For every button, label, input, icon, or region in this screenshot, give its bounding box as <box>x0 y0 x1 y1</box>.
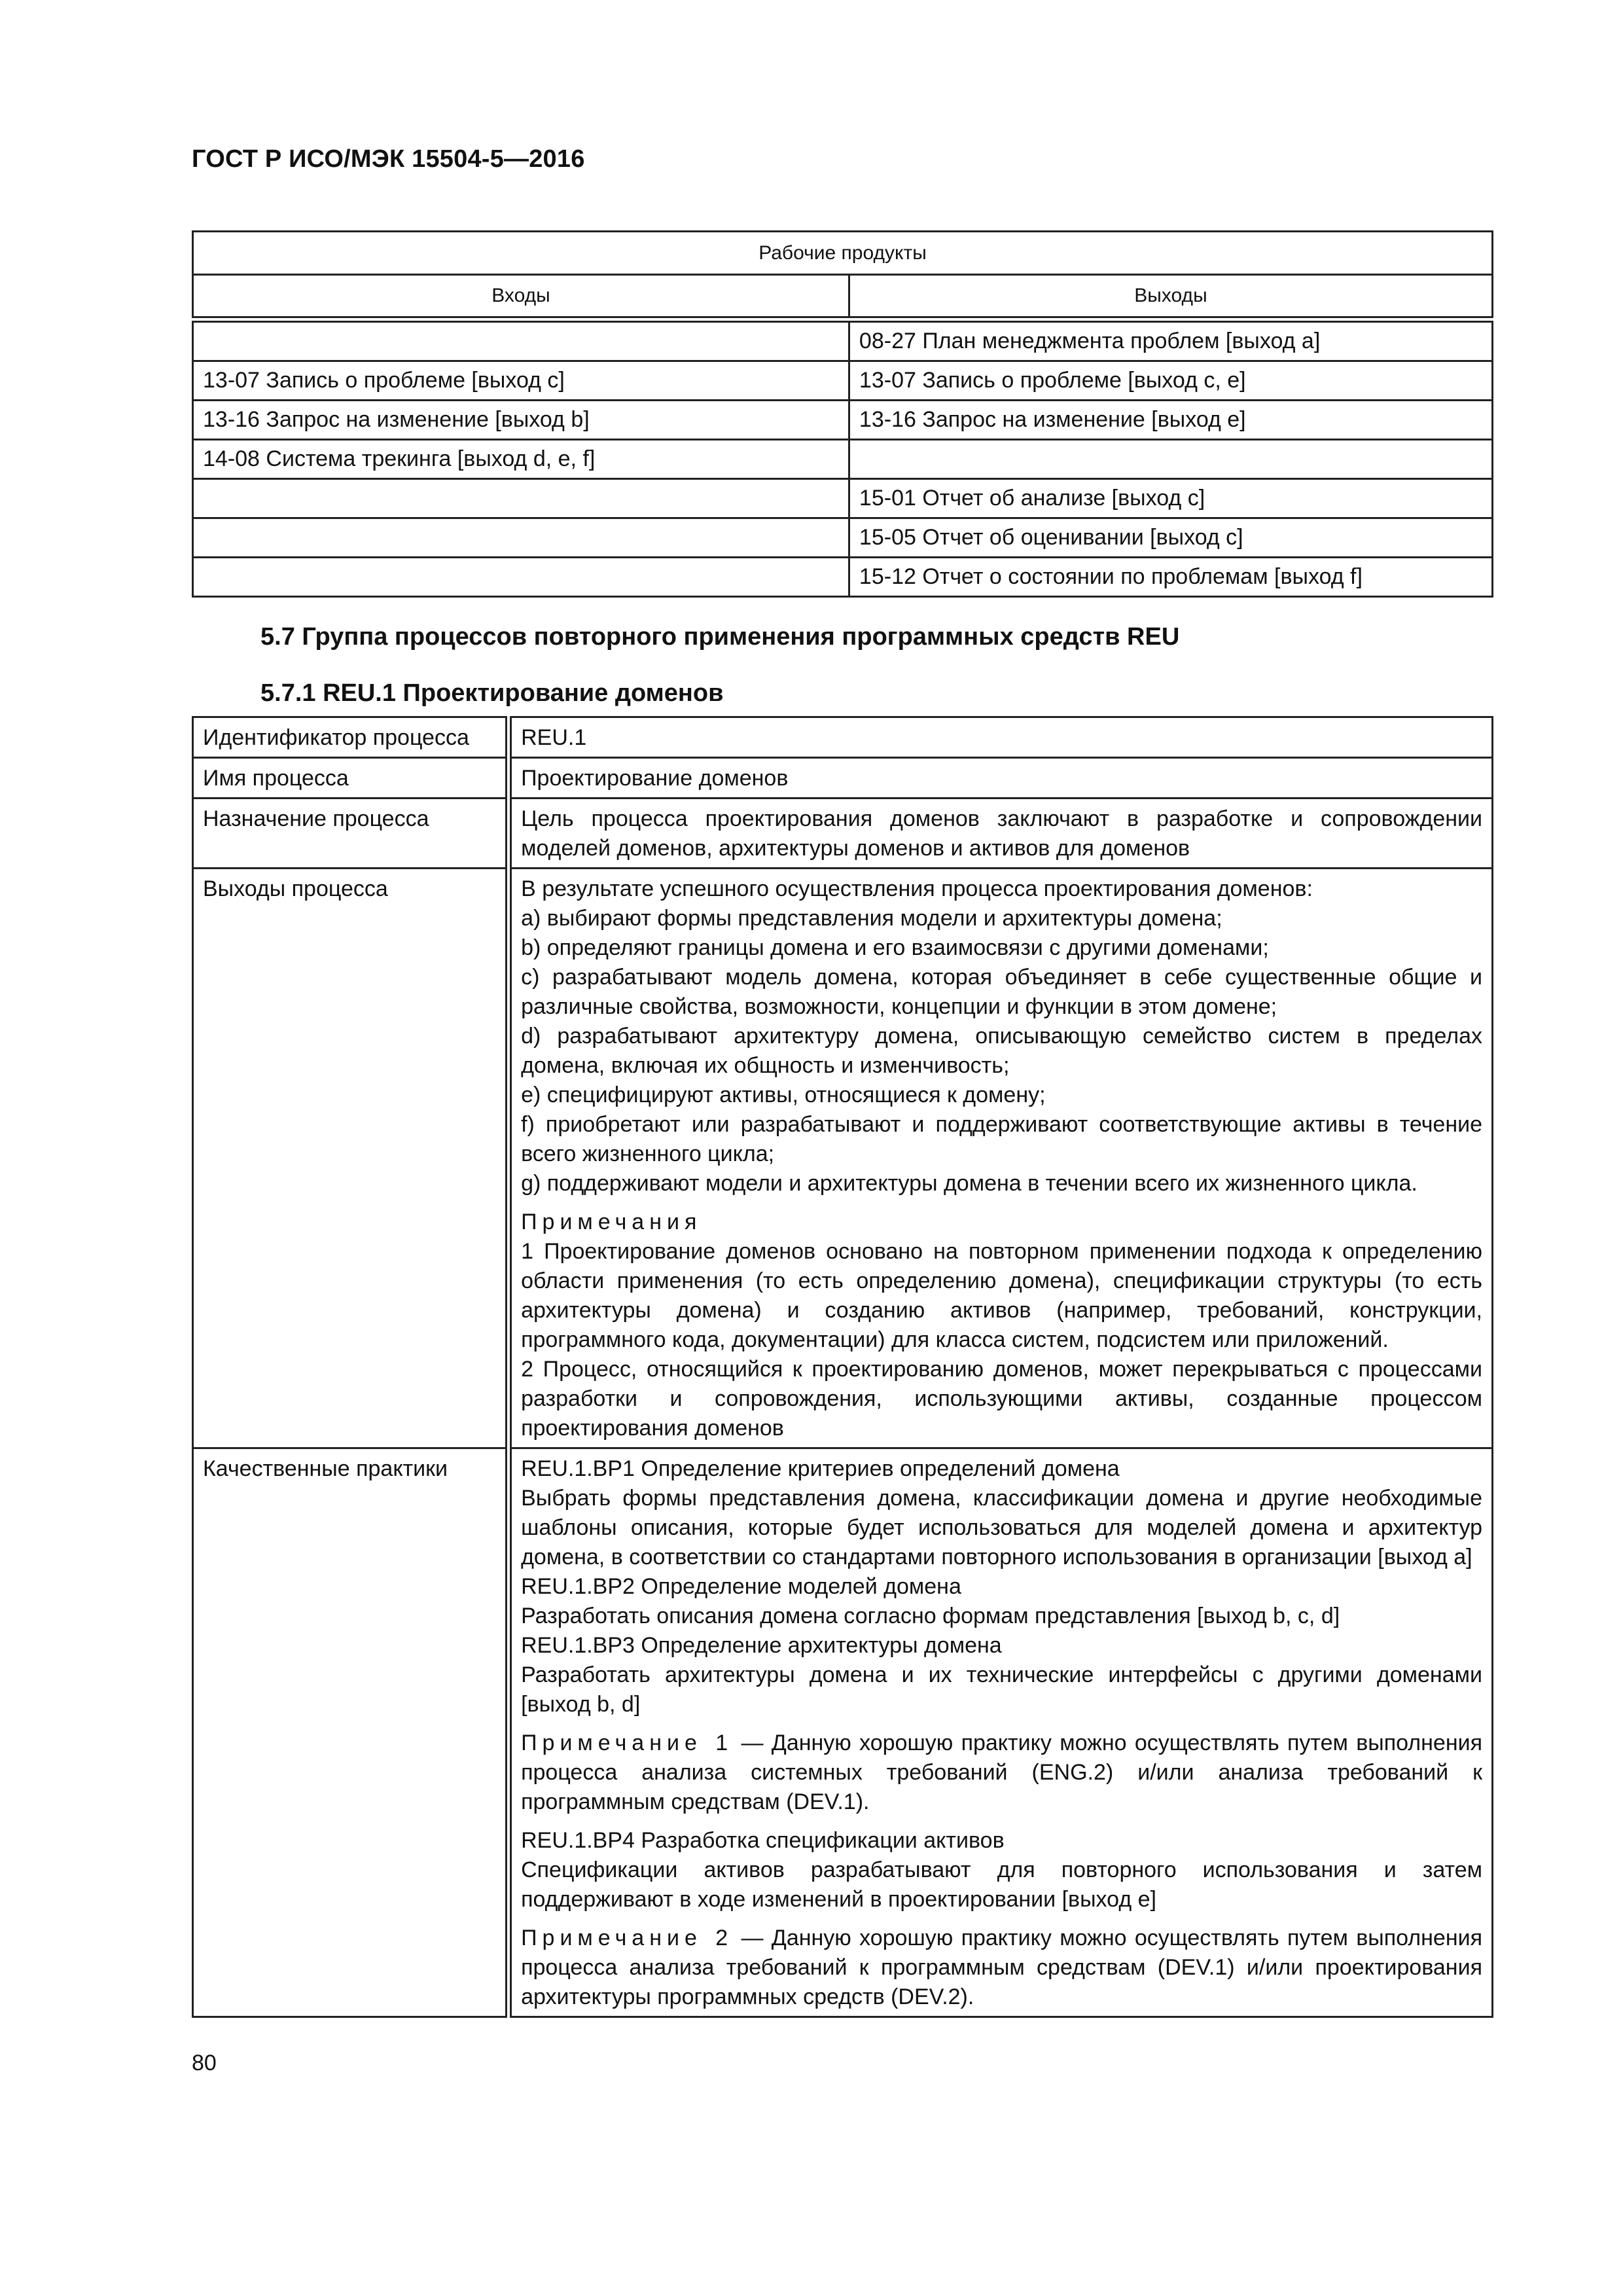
practice-text: Спецификации активов разрабатывают для повторного использования и затем поддерживают в ходе изменений в проектировании [выход e] <box>521 1857 1482 1912</box>
output-cell: 08-27 План менеджмента проблем [выход a] <box>849 319 1492 361</box>
outcome-item: b) определяют границы домена и его взаимосвязи с другими доменами; <box>521 935 1269 960</box>
table-row <box>193 361 1493 401</box>
note-label: Примечание 2 <box>521 1926 734 1950</box>
process-outcomes-label: Выходы процесса <box>193 869 509 1448</box>
outcomes-intro: В результате успешного осуществления процесса проектирования доменов: <box>521 876 1313 901</box>
practice-note-2 <box>521 1924 1482 2012</box>
process-table <box>192 716 1493 2018</box>
outcome-item: e) специфицируют активы, относящиеся к домену; <box>521 1083 1046 1107</box>
process-purpose-value: Цель процесса проектирования доменов заключают в разработке и сопровождении моделей доменов, архитектуры доменов и активов для доменов <box>508 798 1492 869</box>
table-row <box>193 558 1493 597</box>
table-row <box>193 518 1493 558</box>
note-label: Примечание 1 <box>521 1731 734 1755</box>
process-practices-value <box>508 1448 1492 2017</box>
document-code: ГОСТ Р ИСО/МЭК 15504-5—2016 <box>192 145 585 173</box>
input-cell <box>193 319 849 361</box>
outcomes-list <box>521 874 1482 1198</box>
output-cell: 15-01 Отчет об анализе [выход c] <box>849 479 1492 518</box>
note-text: — Данную хорошую практику можно осуществлять путем выполнения процесса анализа системных требований (ENG.2) и/или анализа требований к программным средствам (DEV.1). <box>521 1731 1482 1814</box>
table-subheader-row <box>193 275 1493 320</box>
section-heading-5-7: 5.7 Группа процессов повторного применения программных средств REU <box>260 623 1180 651</box>
process-practices-row <box>193 1448 1493 2017</box>
table-row <box>193 401 1493 440</box>
output-cell: 13-16 Запрос на изменение [выход e] <box>849 401 1492 440</box>
process-id-value: REU.1 <box>508 717 1492 758</box>
outcome-item: c) разрабатывают модель домена, которая объединяет в себе существенные общие и различные свойства, возможности, концепции и функции в этом домене; <box>521 965 1482 1019</box>
output-cell <box>849 440 1492 479</box>
process-practices-label: Качественные практики <box>193 1448 509 2017</box>
input-cell: 13-16 Запрос на изменение [выход b] <box>193 401 849 440</box>
practice-text: Выбрать формы представления домена, классификации домена и другие необходимые шаблоны описания, которые будет использоваться для моделей домена и архитектур домена, в соответствии со стандартами повторного использования в организации [выход a] <box>521 1486 1482 1570</box>
process-purpose-label: Назначение процесса <box>193 798 509 869</box>
practice-title: REU.1.BP4 Разработка спецификации активов <box>521 1828 1005 1853</box>
practice-text: Разработать архитектуры домена и их технические интерфейсы с другими доменами [выход b, d] <box>521 1662 1482 1717</box>
input-cell <box>193 518 849 558</box>
outcome-item: d) разрабатывают архитектуру домена, описывающую семейство систем в пределах домена, включая их общность и изменчивость; <box>521 1024 1482 1078</box>
practice-title: REU.1.BP1 Определение критериев определений домена <box>521 1456 1120 1481</box>
practice-title: REU.1.BP2 Определение моделей домена <box>521 1574 961 1599</box>
input-cell: 13-07 Запись о проблеме [выход c] <box>193 361 849 401</box>
outcome-item: g) поддерживают модели и архитектуры домена в течении всего их жизненного цикла. <box>521 1171 1418 1196</box>
practices-bp1-bp3 <box>521 1454 1482 1719</box>
note-item: 2 Процесс, относящийся к проектированию доменов, может перекрываться с процессами разработки и сопровождения, использующими активы, созданные процессом проектирования доменов <box>521 1357 1482 1441</box>
process-outcomes-row <box>193 869 1493 1448</box>
outcome-item: f) приобретают или разрабатывают и поддерживают соответствующие активы в течение всего жизненного цикла; <box>521 1112 1482 1166</box>
input-cell: 14-08 Система трекинга [выход d, e, f] <box>193 440 849 479</box>
note-text: — Данную хорошую практику можно осуществлять путем выполнения процесса анализа требований к программным средствам (DEV.1) и/или проектирования архитектуры программных средств (DEV.2). <box>521 1926 1482 2009</box>
output-cell: 15-05 Отчет об оценивании [выход c] <box>849 518 1492 558</box>
process-name-value: Проектирование доменов <box>508 758 1492 798</box>
process-name-label: Имя процесса <box>193 758 509 798</box>
input-cell <box>193 558 849 597</box>
input-cell <box>193 479 849 518</box>
outputs-header: Выходы <box>849 275 1492 320</box>
process-purpose-row <box>193 798 1493 869</box>
process-name-row <box>193 758 1493 798</box>
table-header-row <box>193 232 1493 275</box>
outcomes-notes <box>521 1208 1482 1443</box>
process-id-label: Идентификатор процесса <box>193 717 509 758</box>
practice-text: Разработать описания домена согласно формам представления [выход b, c, d] <box>521 1604 1340 1628</box>
practice-bp4 <box>521 1826 1482 1914</box>
process-id-row <box>193 717 1493 758</box>
table-row <box>193 479 1493 518</box>
page-number: 80 <box>192 2051 217 2075</box>
work-products-table <box>192 230 1493 598</box>
work-products-title: Рабочие продукты <box>193 232 1493 275</box>
inputs-header: Входы <box>193 275 849 320</box>
table-row <box>193 440 1493 479</box>
notes-heading: Примечания <box>521 1210 702 1234</box>
table-row <box>193 319 1493 361</box>
output-cell: 13-07 Запись о проблеме [выход c, e] <box>849 361 1492 401</box>
practice-title: REU.1.BP3 Определение архитектуры домена <box>521 1633 1002 1658</box>
note-item: 1 Проектирование доменов основано на повторном применении подхода к определению области применения (то есть определению домена), спецификации структуры (то есть архитектуры домена) и созданию активов (например, требований, конструкции, программного кода, документации) для класса систем, подсистем или приложений. <box>521 1239 1482 1352</box>
practice-note-1 <box>521 1729 1482 1817</box>
output-cell: 15-12 Отчет о состоянии по проблемам [выход f] <box>849 558 1492 597</box>
process-outcomes-value <box>508 869 1492 1448</box>
outcome-item: a) выбирают формы представления модели и архитектуры домена; <box>521 906 1222 931</box>
section-heading-5-7-1: 5.7.1 REU.1 Проектирование доменов <box>260 679 724 707</box>
